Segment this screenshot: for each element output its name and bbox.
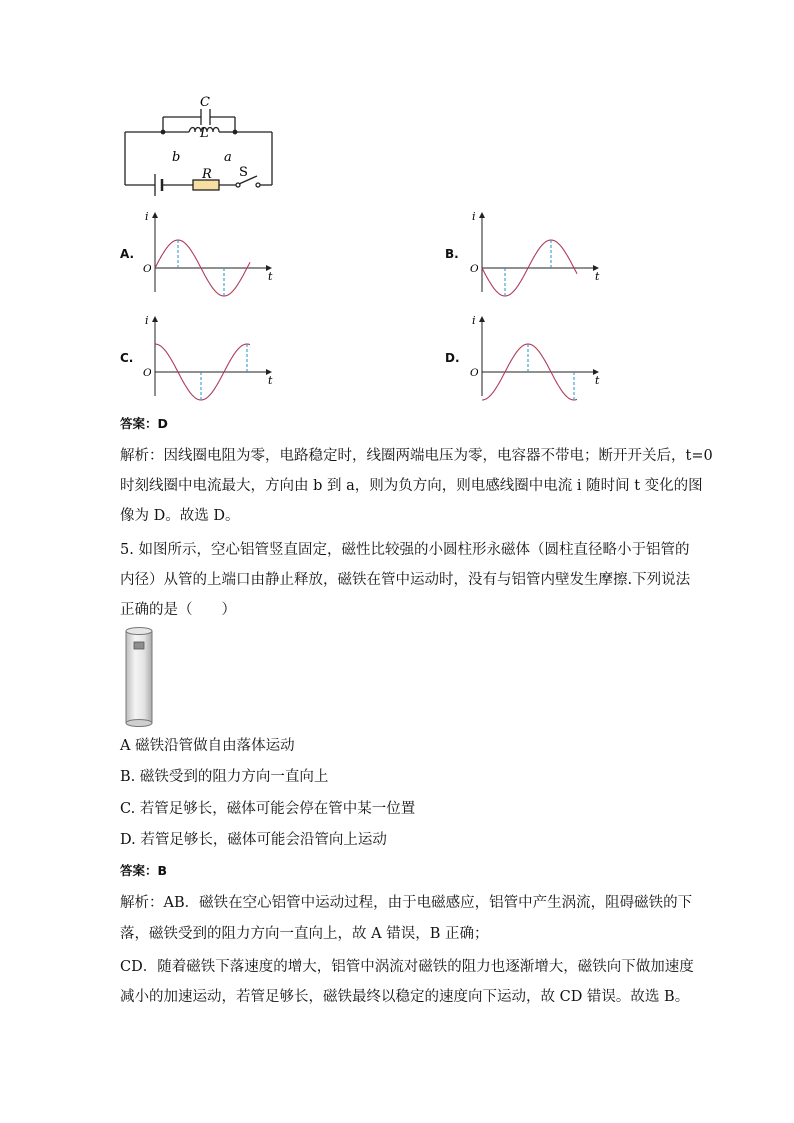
label-switch: S — [239, 165, 248, 180]
q5-analysis-line-3: CD．随着磁铁下落速度的增大，铝管中涡流对磁铁的阻力也逐渐增大，磁铁向下做加速度 — [120, 959, 694, 975]
q5-analysis-line-2: 落，磁铁受到的阻力方向一直向上，故 A 错误，B 正确； — [120, 926, 489, 942]
origin-label: O — [470, 263, 479, 275]
i-axis-arrow — [152, 316, 158, 322]
origin-label: O — [143, 263, 152, 275]
label-inductor: L — [200, 126, 209, 141]
i-axis-label: i — [472, 210, 476, 223]
q5-stem-line-3: 正确的是（ ） — [120, 602, 236, 618]
origin-label: O — [143, 367, 152, 379]
q5-stem-line-1: 5. 如图所示，空心铝管竖直固定，磁性比较强的小圆柱形永磁体（圆柱直径略小于铝管的 — [120, 542, 690, 558]
q5-option-c: C. 若管足够长，磁体可能会停在管中某一位置 — [120, 801, 416, 817]
q5-option-b: B. 磁铁受到的阻力方向一直向上 — [120, 769, 329, 785]
origin-label: O — [470, 367, 479, 379]
q5-answer: 答案：B — [120, 863, 168, 878]
label-point-a: a — [224, 150, 232, 165]
q5-analysis-line-4: 减小的加速运动，若管足够长，磁铁最终以稳定的速度向下运动，故 CD 错误。故选 B。 — [120, 989, 690, 1005]
label-capacitor: C — [200, 95, 210, 110]
t-axis-label: t — [268, 374, 273, 387]
label-resistor: R — [202, 167, 212, 182]
i-axis-arrow — [479, 316, 485, 322]
i-axis-arrow — [479, 212, 485, 218]
graph-option-d — [467, 312, 607, 402]
q5-option-d: D. 若管足够长，磁体可能会沿管向上运动 — [120, 832, 387, 848]
i-axis-arrow — [152, 212, 158, 218]
q4-analysis-line-2: 时刻线圈中电流最大，方向由 b 到 a，则为负方向，则电感线圈中电流 i 随时间 t 变化的图 — [120, 478, 703, 494]
graph-option-b — [467, 208, 607, 298]
i-axis-label: i — [145, 210, 149, 223]
t-axis-label: t — [595, 270, 600, 283]
graph-option-c — [140, 312, 280, 402]
q4-analysis-line-1: 解析：因线圈电阻为零，电路稳定时，线圈两端电压为零，电容器不带电；断开开关后，t=0 — [120, 448, 713, 464]
label-point-b: b — [172, 150, 181, 165]
aluminum-tube-figure — [122, 626, 156, 728]
lc-circuit-diagram — [115, 90, 285, 200]
q5-option-a: A 磁铁沿管做自由落体运动 — [120, 738, 295, 754]
t-axis-label: t — [268, 270, 273, 283]
option-b-label: B. — [445, 247, 459, 261]
q4-answer: 答案：D — [120, 416, 168, 431]
q4-analysis-line-3: 像为 D。故选 D。 — [120, 508, 240, 524]
i-axis-label: i — [472, 314, 476, 327]
option-a-label: A. — [120, 247, 135, 261]
option-c-label: C. — [120, 351, 134, 365]
q5-stem-line-2: 内径）从管的上端口由静止释放，磁铁在管中运动时，没有与铝管内壁发生摩擦.下列说法 — [120, 572, 691, 588]
i-axis-label: i — [145, 314, 149, 327]
t-axis-label: t — [595, 374, 600, 387]
option-d-label: D. — [445, 351, 460, 365]
q5-analysis-line-1: 解析：AB．磁铁在空心铝管中运动过程，由于电磁感应，铝管中产生涡流，阻碍磁铁的下 — [120, 895, 693, 911]
graph-option-a — [140, 208, 280, 298]
